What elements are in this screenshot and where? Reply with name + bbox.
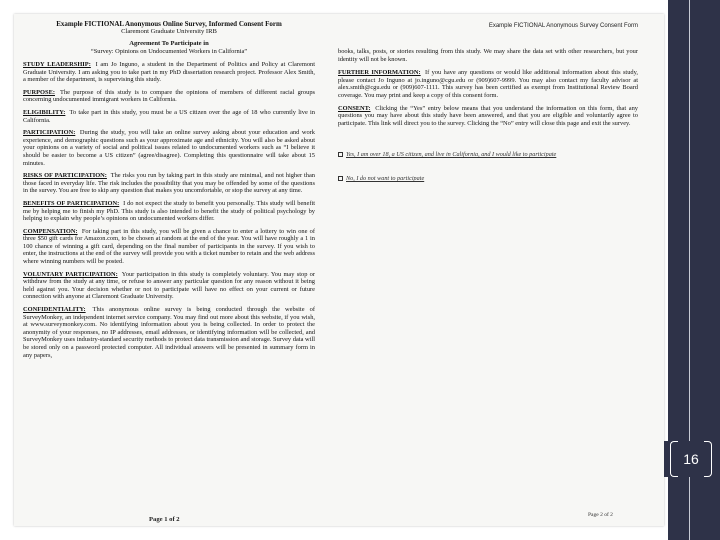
consent-page-2 xyxy=(338,22,638,520)
page2-continuation: books, talks, posts, or stories resulting from this study. We may share the data set with other researchers, but your identity will not be known. xyxy=(338,48,638,63)
agreement-heading: Agreement To Participate in xyxy=(129,40,209,47)
section-risks: RISKS OF PARTICIPATION: The risks you run by taking part in this study are minimal, and not higher than those faced in everyday life. The risk includes the possibility that you may be offended by some of the questions in the survey. You are free to skip any question that makes you uncomfortable, or stop the survey at any time. xyxy=(23,172,315,195)
section-study-leadership: STUDY LEADERSHIP: I am Jo Inguno, a student in the Department of Politics and Policy at Claremont Graduate University. I am asking you to take part in my PhD dissertation research project. Professor Alex Smith, a member of the department, is supervising this study. xyxy=(23,61,315,84)
section-participation: PARTICIPATION: During the study, you will take an online survey asking about your education and work experience, and demographic questions such as your approximate age and ethnicity. You will also be asked about your opinions on a variety of social and political issues related to undocumented workers such as “I believe it should be easier to become a US citizen” (agree/disagree). Completing this questionnaire will take about 15 minutes. xyxy=(23,129,315,167)
survey-title: “Survey: Opinions on Undocumented Workers in California” xyxy=(90,48,248,55)
left-bracket-icon xyxy=(670,441,678,477)
section-further-information: FURTHER INFORMATION: If you have any questions or would like additional information about this study, please contact Jo Inguno at jo.inguno@cgu.edu or (909)607-9999. You may also contact my faculty advisor at alex.smith@cgu.edu or (909)607-1111. This survey has been certified as exempt from Institutional Review Board coverage. You may print and keep a copy of this consent form. xyxy=(338,69,638,99)
slide-number: 16 xyxy=(664,441,718,477)
section-benefits: BENEFITS OF PARTICIPATION: I do not expect the study to benefit you personally. This study will benefit me by helping me to finish my PhD. This study is also intended to benefit the study of political psychology by helping to explain why people’s opinions on undocumented workers differ. xyxy=(23,199,315,223)
page1-header-org: Claremont Graduate University IRB xyxy=(121,28,217,35)
section-compensation: COMPENSATION: For taking part in this study, you will be given a chance to enter a lottery to win one of three $50 gift cards for Amazon.com, to be chosen at random at the end of the year. You will have roughly a 1 in 100 chance of winning a gift card, depending on the final number of participants in the survey. If you wish to enter, the instructions at the end of the survey will provide you with a ticket number to retain and the web address where winning numbers will be posted. xyxy=(23,227,315,266)
page1-footer: Page 1 of 2 xyxy=(149,516,180,523)
section-voluntary-participation: VOLUNTARY PARTICIPATION: Your participation in this study is completely voluntary. You may stop or withdraw from the study at any time, or refuse to answer any particular question for any reason without it being held against you. Your decision whether or not to participate will have no effect on your current or future connection with anyone at Claremont Graduate University. xyxy=(23,270,315,301)
page2-header: Example FICTIONAL Anonymous Survey Consent Form xyxy=(488,23,638,29)
section-consent: CONSENT: Clicking the “Yes” entry below means that you understand the information on this form, that any questions you may have about this study have been answered, and that you are eligible and voluntarily agree to participate. This link will direct you to the survey. Clicking the “No” entry will close this page and exit the survey. xyxy=(338,104,638,127)
consent-page-1 xyxy=(23,20,315,520)
consent-no-option[interactable]: No, I do not want to participate xyxy=(338,175,638,183)
page2-footer: Page 2 of 2 xyxy=(588,512,613,518)
right-bracket-icon xyxy=(704,441,712,477)
section-confidentiality: CONFIDENTIALITY: This anonymous online survey is being conducted through the website of SurveyMonkey, an independent internet service company. You may find out more about this website, if you wish, at www.surveymonkey.com. No identifying information about you is being collected. In order to protect the anonymity of your responses, no IP addresses, email addresses, or identifying information will be collected, and SurveyMonkey uses industry-standard security methods to protect data transmission and storage. Survey data will be stored only on a password protected computer. All individual answers will be presented in summary form in any papers, xyxy=(23,306,315,359)
checkbox-icon xyxy=(338,176,343,181)
section-eligibility: ELIGIBILITY: To take part in this study, you must be a US citizen over the age of 18 who currently live in California. xyxy=(23,108,315,124)
section-purpose: PURPOSE: The purpose of this study is to compare the opinions of members of different racial groups concerning undocumented immigrant workers in California. xyxy=(23,88,315,104)
page1-header-title: Example FICTIONAL Anonymous Online Survey, Informed Consent Form xyxy=(56,20,282,28)
consent-yes-option[interactable]: Yes, I am over 18, a US citizen, and live in California, and I would like to participate xyxy=(338,151,638,159)
checkbox-icon xyxy=(338,152,343,157)
